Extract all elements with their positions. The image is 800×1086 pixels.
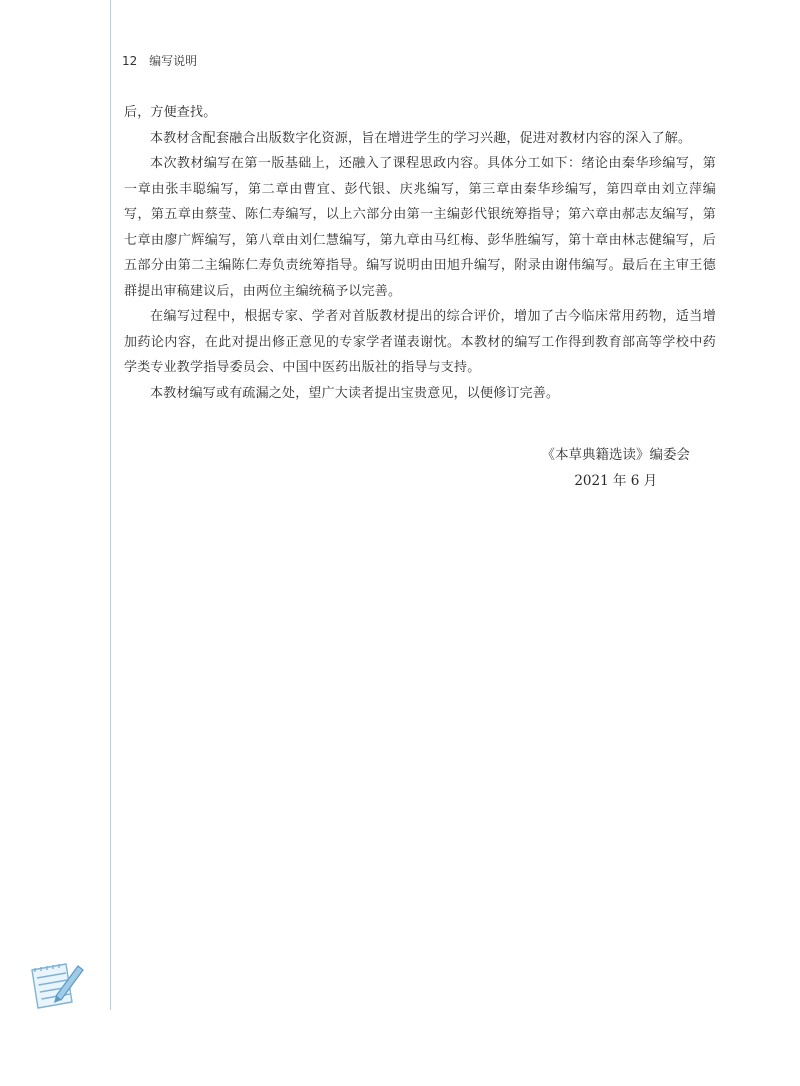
paragraph-continuation: 后，方便查找。: [124, 105, 217, 120]
paragraph-revision-process: 在编写过程中，根据专家、学者对首版教材提出的综合评价，增加了古今临床常用药物，适当增加药论内容，在此对提出修正意见的专家学者谨表谢忱。本教材的编写工作得到教育部高等学校中药学类专业教学指导委员会、中国中医药出版社的指导与支持。: [124, 309, 716, 375]
paragraph-closing: 本教材编写或有疏漏之处，望广大读者提出宝贵意见，以便修订完善。: [150, 385, 560, 401]
margin-rule: [110, 0, 111, 1010]
notebook-pencil-icon: [26, 956, 86, 1012]
paragraph-digital-resources: 本教材含配套融合出版数字化资源，旨在增进学生的学习兴趣，促进对教材内容的深入了解。: [150, 130, 692, 146]
page-number: 12: [122, 54, 138, 68]
body-text: [124, 100, 716, 406]
running-head: [122, 52, 197, 69]
signature-date: 2021 年 6 月: [574, 473, 658, 489]
signature-organization: 《本草典籍选读》编委会: [541, 447, 690, 463]
signature-block: [542, 442, 691, 494]
paragraph-division-of-work: 本次教材编写在第一版基础上，还融入了课程思政内容。具体分工如下：绪论由秦华珍编写，第一章由张丰聪编写，第二章由曹宜、彭代银、庆兆编写，第三章由秦华珍编写，第四章由刘立萍编写，第五章由蔡莹、陈仁寿编写，以上六部分由第一主编彭代银统筹指导；第六章由郝志友编写，第七章由廖广辉编写，第八章由刘仁慧编写，第九章由马红梅、彭华胜编写，第十章由林志健编写，后五部分由第二主编陈仁寿负责统筹指导。编写说明由田旭升编写，附录由谢伟编写。最后在主审王德群提出审稿建议后，由两位主编统稿予以完善。: [124, 156, 716, 299]
section-title: 编写说明: [149, 54, 198, 68]
